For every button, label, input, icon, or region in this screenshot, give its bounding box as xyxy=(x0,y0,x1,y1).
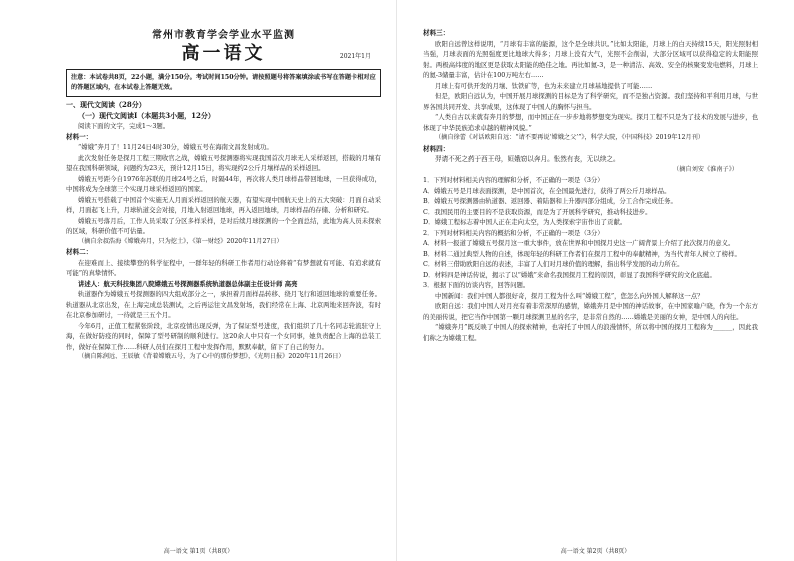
option-b: B．材料二通过典型人物的自述，体现年轻的科研工作者们在探月工程中的奉献精神，为当代青年人树立了榜样。 xyxy=(423,249,741,258)
subsection-heading: （一）现代文阅读Ⅰ（本题共3小题，12分） xyxy=(78,110,215,120)
paragraph: 嫦娥五号落月后，工作人员采取了分区多样采样，是对后续月球探测的一个全面总结，此地为高人员未探索的区域，科研价值不可估量。 xyxy=(66,216,381,235)
source-citation: （摘自余叔浩海《嫦娥奔月，只为挖土》，《第一财经》2020年11月27日） xyxy=(78,237,283,245)
interview-answer: 欧阳自远：我们中国人对月亮有着非常深厚的感情，嫦娥奔月是中国的神话故事，在中国家喻户晓，作为一个东方的美丽传说，把它当作中国第一颗月球探测卫星的名字，是非常自然的……嫦娥是美丽的女神，是中国人的向往。 xyxy=(423,302,758,321)
paragraph: “人类自古以来就有奔月的梦想，而中国正在一步步地将梦想变为现实。探月工程不只是为了技术的发展与进步，也体现了中华民族追求卓越的精神风貌。” xyxy=(423,113,758,132)
paragraph: 在迎难而上、接续攀登的科学征程中，一群年轻的科研工作者用行动诠释着“有梦想就有可能、有追求就有可能”的真挚情怀。 xyxy=(66,258,381,277)
classical-text: 羿请不死之药于西王母，姮娥窃以奔月。怅然有丧，无以续之。 xyxy=(435,155,620,163)
question-2: 2．下列对材料相关内容的概括和分析，不正确的一项是（3分） xyxy=(423,228,604,237)
paragraph: 嫦娥五号搭载了中国首个实施无人月面采样返回的航天器，有望实现中国航天史上的五大突破：月面自动采样，月面起飞上升，月球轨道交会对接，月地入射返回地球，再入返回地球，月球样品的存储、分析和研究。 xyxy=(66,195,381,214)
material-one-label: 材料一： xyxy=(66,132,93,141)
question-1: 1．下列对材料相关内容的理解和分析，不正确的一项是（3分） xyxy=(423,176,604,184)
paragraph: 嫦娥五号距今自1976年苏联的月球24号之后，时隔44年，再次将人类月球样品带回地球，一旦获得成功，中国将成为全球第三个实现月球采样返回的国家。 xyxy=(66,174,381,193)
option-b: B．嫦娥五号探测器由轨道器、返回器、着陆器和上升器四部分组成，分工合作完成任务。 xyxy=(423,197,677,205)
paragraph: 欧阳自远曾这样说明，“月球有丰富的能源，这个是全球共识。”比如太阳能，月球上的白天持续15天，阳光照射相当强，月球表面的光照强度更比地球大得多；月球上没有大气，光照不会削弱，大部分区域可以获得稳定的太阳能照射。两极高纬度的地区更是获取太阳能的绝佳之地。再比如氦-3，是一种清洁、高效、安全的核聚变发电燃料，月球上的氦-3储量丰富，估计在100万吨左右…… xyxy=(423,39,758,79)
paragraph: 今年6月，正值工程紧张阶段，北京疫情出现反弹，为了保证型号进度，我们组织了几十名同志轮流驻守上海，在做好防疫的同时，保障了型号研制的顺利进行。这20余人中只有一个女同事，她负责配合上海的总装工作，做好在保障工作……科研人员们在探月工程中发挥作用，默默奉献，留下了自己的努力。 xyxy=(66,321,381,351)
exam-org-title: 常州市教育学会学业水平监测 xyxy=(152,30,295,41)
fill-blank-line: “嫦娥奔月”既反映了中国人的探索精神，也寄托了中国人的浪漫情怀，所以将中国的探月工程称为______，因此我们称之为嫦娥工程。 xyxy=(423,323,758,342)
option-a: A．嫦娥五号是月球表面探测，是中国首次，在全国最先进行，获得了两公斤月球样品。 xyxy=(423,186,671,195)
paragraph: 但是，欧阳自远认为，中国开展月球探测的目标是为了科学研究，而不是独占资源。我们坚持和平利用月球，与世界各国共同开发、共享成果，这体现了中国人的胸怀与担当。 xyxy=(423,92,758,111)
page-footer: 高一语文 第2页（共8页） xyxy=(560,548,631,555)
source-citation: （摘自徐蕾《对话欧阳自远：“请不要再说‘嫦娥之父’”》，科学大院，《中国科技》2019年12月刊） xyxy=(435,134,704,141)
option-c: C．材料三借助欧阳自远的表述，丰富了人们对月球价值的理解，指出科学发展的动力所在。 xyxy=(423,260,684,268)
source-citation: （摘自陈润远、王辰敏《背着嫦娥五号，为了心中的那份梦想》，《光明日报》2020年11月26日） xyxy=(78,353,345,360)
option-d: D．材料四是神话传说，揭示了以“嫦娥”来命名我国探月工程的原因，彰显了我国科学研究的文化底蕴。 xyxy=(423,270,716,279)
paragraph: “嫦娥”奔月了！11月24日4时30分，嫦娥五号在海南文昌发射成功。 xyxy=(78,143,273,151)
option-d: D．嫦娥工程标志着中国人正在走向太空，为人类探索宇宙作出了贡献。 xyxy=(423,218,627,226)
source-citation: （摘自刘安《淮南子》） xyxy=(673,165,738,173)
speaker-line: 讲述人：航天科技集团八院嫦娥五号探测器系统轨道器总体副主任设计师 高亮 xyxy=(78,279,298,288)
section-heading: 一、现代文阅读（28分） xyxy=(66,100,146,109)
instruction: 阅读下面的文字，完成1～3题。 xyxy=(78,122,170,130)
option-c: C．我国民用的主要目的不是获取资源，而是为了开展科学研究，推动科技进步。 xyxy=(423,207,652,216)
page-two xyxy=(397,0,794,561)
material-four-label: 材料四： xyxy=(423,144,450,153)
paragraph: 月球上有可供开发的月壤、钛铁矿等，也为未来建立月球基地提供了可能…… xyxy=(435,81,653,90)
exam-subject-title: 高一语文 xyxy=(181,43,266,64)
option-a: A．材料一报道了嫦娥五号探月这一重大事件，放在世界和中国探月史这一广阔背景上介绍了此次探月的意义。 xyxy=(423,239,735,247)
page-footer: 高一语文 第1页（共8页） xyxy=(163,548,234,555)
question-3: 3．根据下面的访谈内容，回答问题。 xyxy=(423,281,530,289)
paragraph: 轨道器作为嫦娥五号探测器的四大组成部分之一，承担着月面样品转移、绕月飞行和返回地球的重要任务。轨道器从北京出发，在上海完成总装测试，之后再运往文昌发射场，我们经常在上海、北京两地来回奔波，有时在北京参加研讨，一待就是三五个月。 xyxy=(66,290,381,319)
title-row xyxy=(66,43,381,65)
exam-date: 2021年1月 xyxy=(339,53,371,60)
paragraph: 此次发射任务是探月工程三期收官之战，嫦娥五号探测器将实现我国首次月球无人采样返回，搭载的月壤有望在我国科研领域，问题约为23天，预计12月15日，将实现约2公斤月壤样品的采样返回。 xyxy=(66,153,381,172)
material-two-label: 材料二： xyxy=(66,248,93,256)
material-three-label: 材料三： xyxy=(423,29,450,37)
interview-question: 中国新闻：我们中国人都很好奇，探月工程为什么叫“嫦娥工程”，您怎么向外国人解释这一点？ xyxy=(435,291,704,300)
notice-box: 注意：本试卷共8页，22小题，满分150分。考试时间150分钟。请按照题号将答案填涂或书写在答题卡相对应的答题区域内，在本试卷上答题无效。 xyxy=(66,69,381,97)
